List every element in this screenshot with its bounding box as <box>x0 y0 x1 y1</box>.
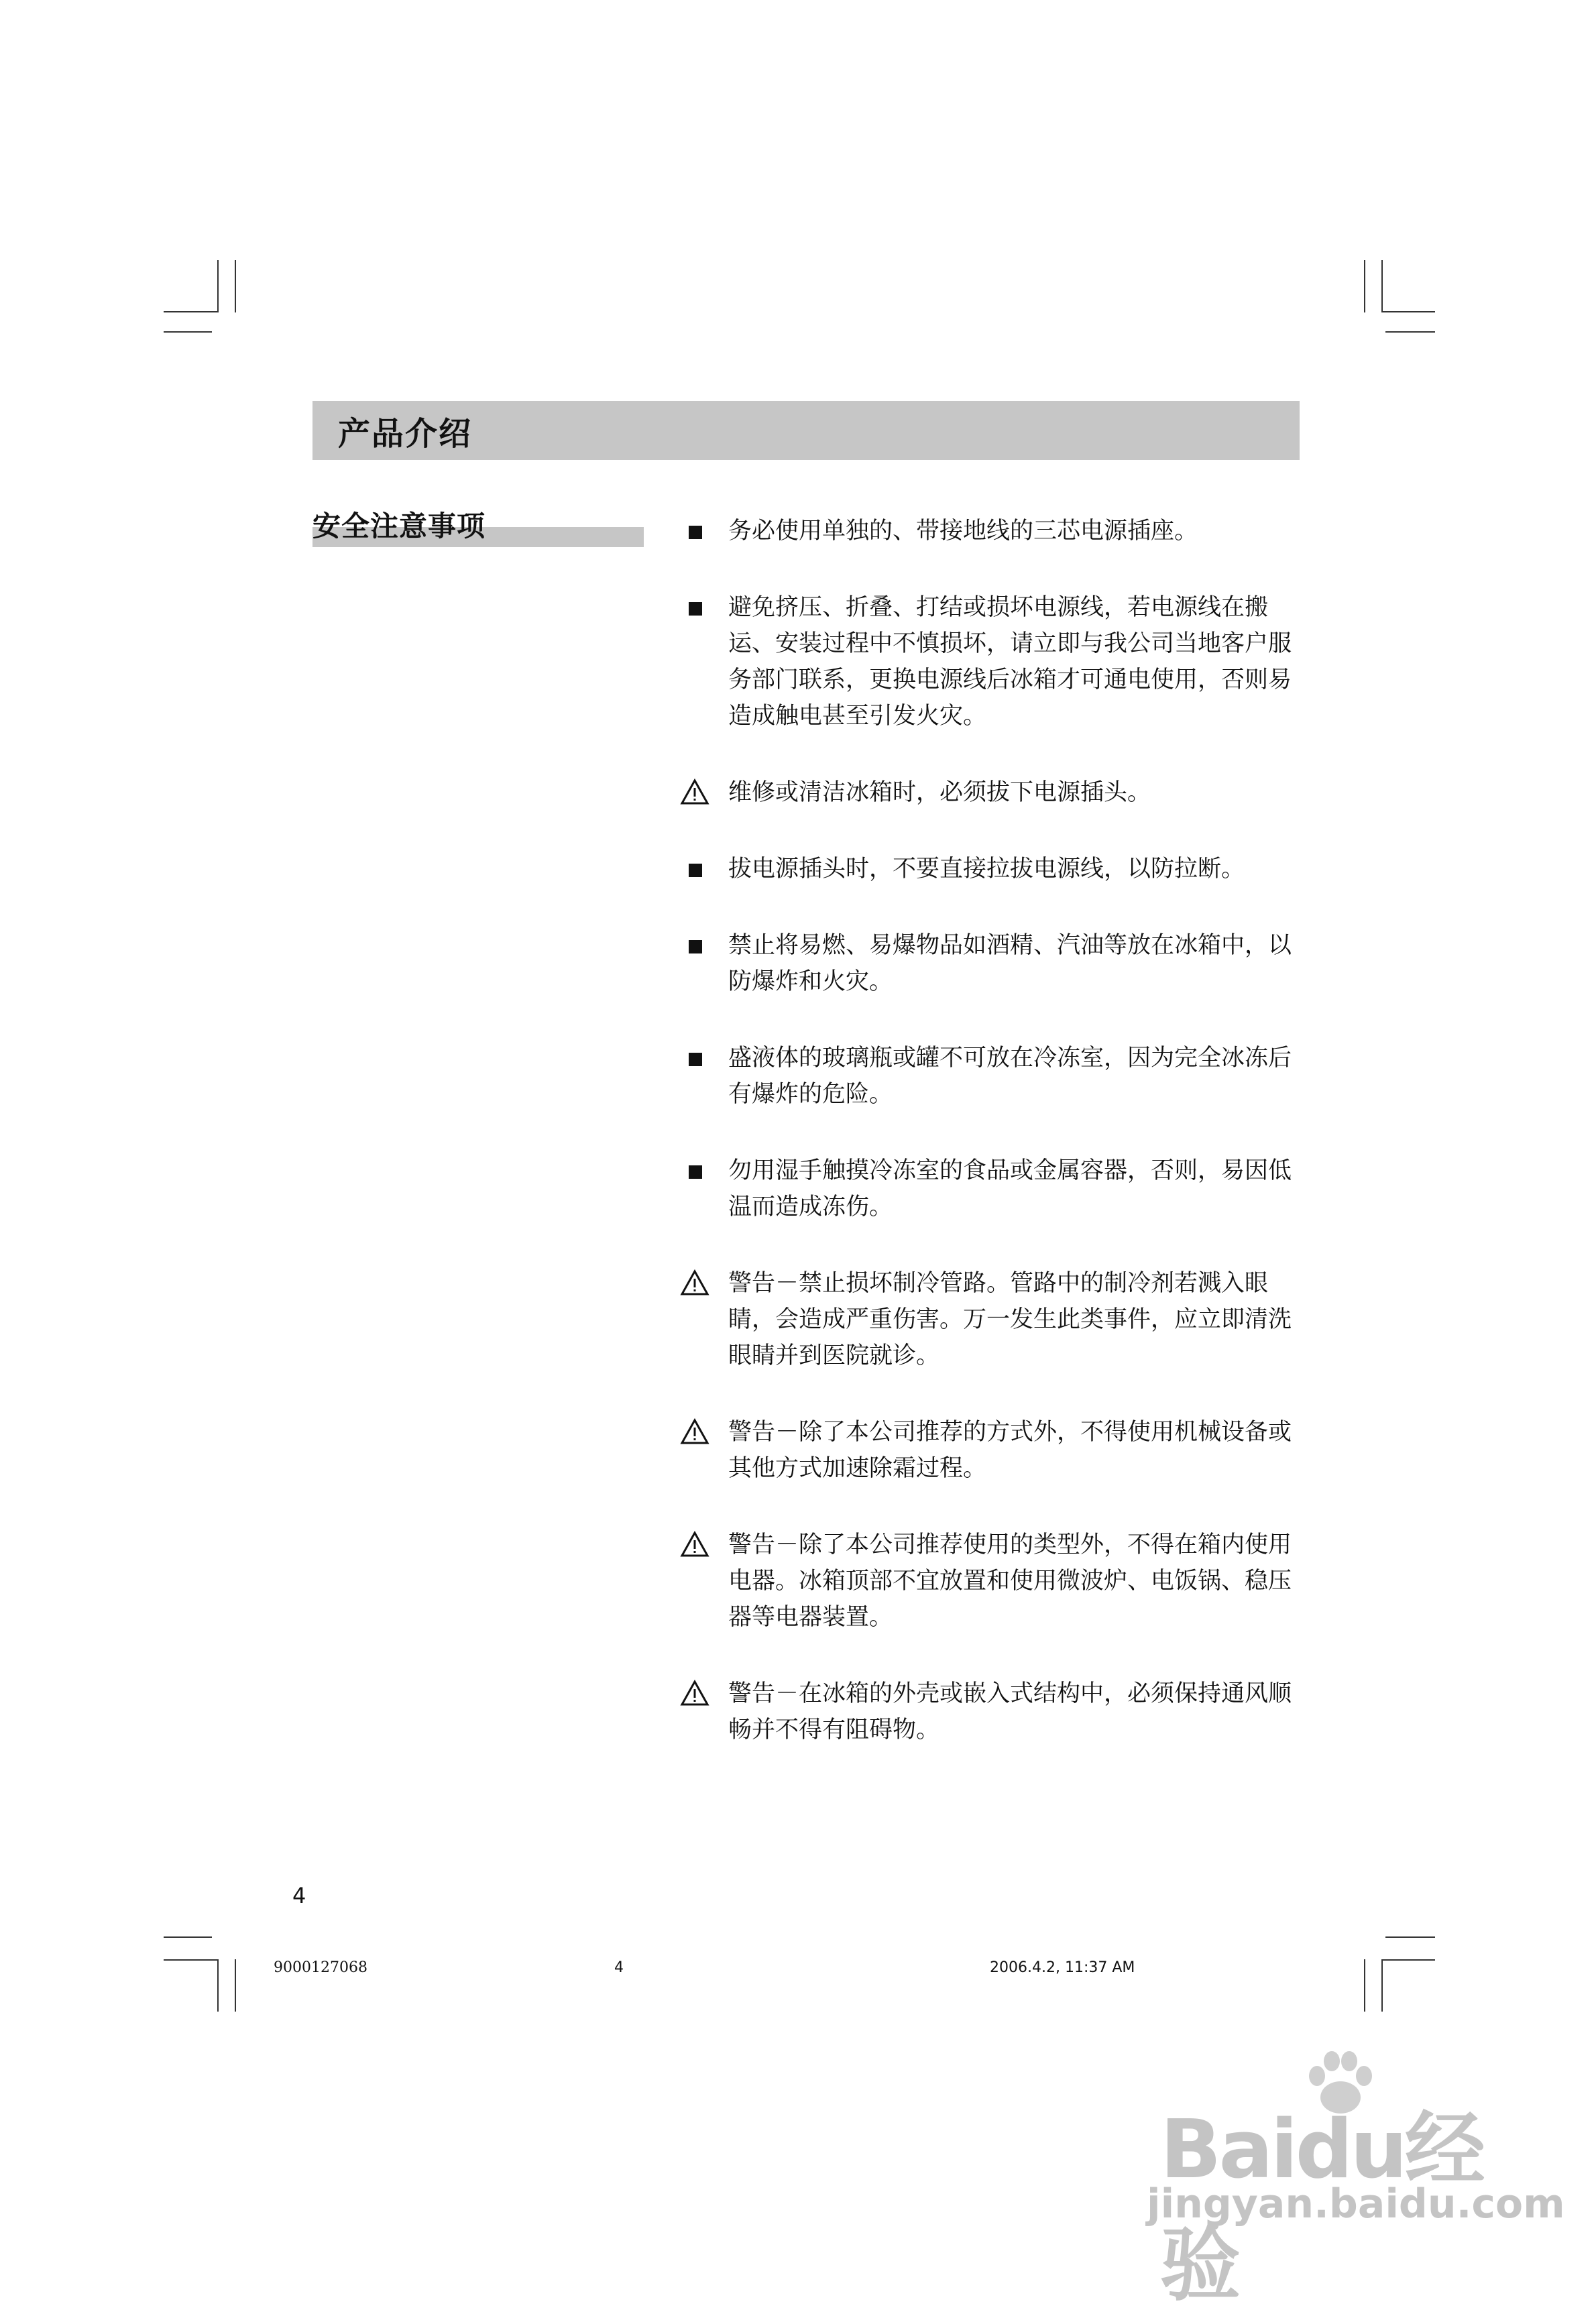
item-text: 维修或清洁冰箱时，必须拔下电源插头。 <box>728 779 1151 806</box>
list-item <box>679 1040 1302 1112</box>
bullet-square-icon <box>679 589 716 626</box>
baidu-watermark <box>1127 2025 1565 2312</box>
item-text: 警告－除了本公司推荐的方式外，不得使用机械设备或其他方式加速除霜过程。 <box>728 1419 1292 1482</box>
crop-mark <box>1385 331 1435 333</box>
crop-mark <box>1381 1959 1383 2012</box>
subsection-title: 安全注意事项 <box>312 510 486 542</box>
item-text: 警告－在冰箱的外壳或嵌入式结构中，必须保持通风顺畅并不得有阻碍物。 <box>728 1680 1292 1743</box>
item-text: 务必使用单独的、带接地线的三芯电源插座。 <box>728 518 1198 544</box>
item-text: 拔电源插头时，不要直接拉拔电源线，以防拉断。 <box>728 856 1245 882</box>
section-title: 产品介绍 <box>338 414 473 453</box>
item-text: 盛液体的玻璃瓶或罐不可放在冷冻室，因为完全冰冻后有爆炸的危险。 <box>728 1045 1292 1108</box>
crop-mark <box>164 331 212 333</box>
warning-triangle-icon <box>679 1527 716 1563</box>
bullet-square-icon <box>679 513 716 549</box>
item-text: 避免挤压、折叠、打结或损坏电源线，若电源线在搬运、安装过程中不慎损坏，请立即与我公司当地客户服务部门联系，更换电源线后冰箱才可通电使用，否则易造成触电甚至引发火灾。 <box>728 594 1292 730</box>
list-item <box>679 1414 1302 1487</box>
item-text: 禁止将易燃、易爆物品如酒精、汽油等放在冰箱中，以防爆炸和火灾。 <box>728 932 1292 995</box>
footer-datetime: 2006.4.2, 11:37 AM <box>990 1959 1135 1976</box>
crop-mark <box>164 1959 217 1961</box>
list-item <box>679 774 1302 811</box>
crop-mark <box>1385 1936 1435 1938</box>
list-item <box>679 927 1302 1000</box>
watermark-brand: Baidu经验 <box>1160 2103 1483 2312</box>
list-item <box>679 851 1302 887</box>
item-text: 勿用湿手触摸冷冻室的食品或金属容器，否则，易因低温而造成冻伤。 <box>728 1157 1292 1220</box>
item-text: 警告－禁止损坏制冷管路。管路中的制冷剂若溅入眼睛，会造成严重伤害。万一发生此类事件，应立即清洗眼睛并到医院就诊。 <box>728 1270 1292 1369</box>
crop-mark <box>164 1936 212 1938</box>
list-item <box>679 513 1302 549</box>
item-text: 警告－除了本公司推荐使用的类型外，不得在箱内使用电器。冰箱顶部不宜放置和使用微波炉、电饭锅、稳压器等电器装置。 <box>728 1531 1292 1631</box>
crop-mark <box>1381 1959 1435 1961</box>
bullet-square-icon <box>679 1040 716 1076</box>
bullet-square-icon <box>679 927 716 964</box>
crop-mark <box>235 1959 236 2012</box>
bullet-square-icon <box>679 851 716 887</box>
list-item <box>679 589 1302 734</box>
footer-page-number: 4 <box>614 1959 624 1976</box>
list-item <box>679 1527 1302 1635</box>
bullet-square-icon <box>679 1153 716 1189</box>
list-item <box>679 1153 1302 1225</box>
crop-mark <box>1381 311 1435 312</box>
crop-mark <box>217 260 219 312</box>
warning-triangle-icon <box>679 1265 716 1301</box>
footer-document-code: 9000127068 <box>274 1959 367 1976</box>
warning-triangle-icon <box>679 1414 716 1450</box>
watermark-url: jingyan.baidu.com <box>1147 2181 1565 2227</box>
section-header-bar <box>312 401 1300 460</box>
page-number: 4 <box>292 1883 306 1908</box>
crop-mark <box>217 1959 219 2012</box>
crop-mark <box>1364 260 1365 312</box>
list-item <box>679 1676 1302 1748</box>
crop-mark <box>235 260 236 312</box>
crop-mark <box>164 311 217 312</box>
crop-mark <box>1381 260 1383 312</box>
safety-notice-list <box>679 513 1302 1788</box>
warning-triangle-icon <box>679 1676 716 1712</box>
warning-triangle-icon <box>679 774 716 811</box>
crop-mark <box>1364 1959 1365 2012</box>
list-item <box>679 1265 1302 1374</box>
